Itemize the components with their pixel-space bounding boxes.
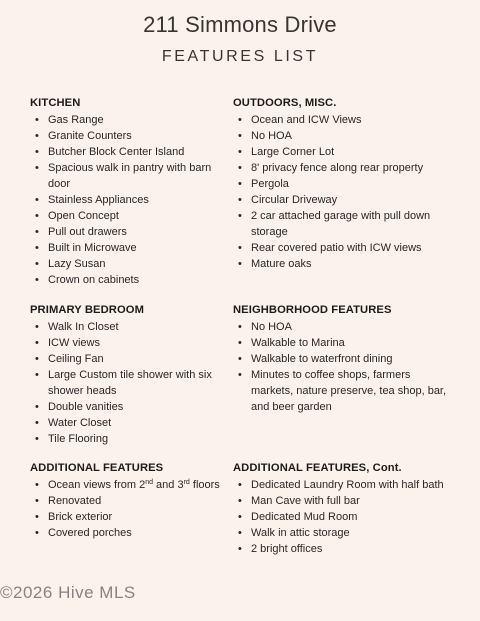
list-item: • Double vanities (30, 399, 220, 415)
feature-list (233, 112, 448, 272)
list-item (30, 477, 220, 493)
kitchen-section (30, 97, 220, 288)
list-item: • Tile Flooring (30, 431, 220, 447)
list-item: • Large Custom tile shower with six shower heads (30, 367, 220, 399)
list-item: • Crown on cabinets (30, 272, 220, 288)
list-item: • 8' privacy fence along rear property (233, 160, 448, 176)
list-item: • Dedicated Mud Room (233, 509, 448, 525)
list-item: • Pergola (233, 176, 448, 192)
list-item: • Walk In Closet (30, 319, 220, 335)
page-subtitle: FEATURES LIST (161, 48, 319, 65)
copyright-watermark: ©2026 Hive MLS (0, 583, 136, 602)
list-item: • Mature oaks (233, 256, 448, 272)
list-item: • Built in Microwave (30, 240, 220, 256)
list-item: • Brick exterior (30, 509, 220, 525)
outdoors-section (233, 97, 448, 272)
section-heading: PRIMARY BEDROOM (30, 304, 145, 316)
list-item: • Circular Driveway (233, 192, 448, 208)
feature-list (30, 319, 220, 447)
list-item: • 2 bright offices (233, 541, 448, 557)
ocean-views-text: Ocean views from 2 (48, 479, 146, 491)
neighborhood-section (233, 304, 448, 415)
section-heading: KITCHEN (30, 97, 81, 109)
additional-features-cont-section (233, 462, 448, 557)
list-item: • Walkable to waterfront dining (233, 351, 448, 367)
list-item: • Dedicated Laundry Room with half bath (233, 477, 448, 493)
feature-list (233, 319, 448, 415)
list-item: • Man Cave with full bar (233, 493, 448, 509)
list-item: • Covered porches (30, 525, 220, 541)
primary-bedroom-section (30, 304, 220, 447)
list-item: • 2 car attached garage with pull down storage (233, 208, 448, 240)
list-item: • Pull out drawers (30, 224, 220, 240)
list-item: • Open Concept (30, 208, 220, 224)
feature-list (30, 112, 220, 288)
list-item: • Rear covered patio with ICW views (233, 240, 448, 256)
list-item: • Minutes to coffee shops, farmers markets, nature preserve, tea shop, bar, and beer garden (233, 367, 448, 415)
section-heading: NEIGHBORHOOD FEATURES (233, 304, 392, 316)
list-item: • No HOA (233, 319, 448, 335)
ordinal-suffix: rd (183, 479, 190, 486)
list-item: • Butcher Block Center Island (30, 144, 220, 160)
ordinal-suffix: nd (145, 479, 153, 486)
list-item: • Granite Counters (30, 128, 220, 144)
list-item: • Water Closet (30, 415, 220, 431)
list-item: • Large Corner Lot (233, 144, 448, 160)
list-item: • Walk in attic storage (233, 525, 448, 541)
page-title: 211 Simmons Drive (143, 12, 337, 37)
list-item: • Ceiling Fan (30, 351, 220, 367)
section-heading: ADDITIONAL FEATURES (30, 462, 164, 474)
section-heading: OUTDOORS, MISC. (233, 97, 337, 109)
list-item: • Ocean and ICW Views (233, 112, 448, 128)
list-item: • Renovated (30, 493, 220, 509)
feature-list (233, 477, 448, 557)
list-item: • Walkable to Marina (233, 335, 448, 351)
section-heading: ADDITIONAL FEATURES, Cont. (233, 462, 402, 474)
ocean-views-text: and 3 (153, 479, 184, 491)
list-item: • ICW views (30, 335, 220, 351)
additional-features-section (30, 462, 220, 541)
list-item: • Spacious walk in pantry with barn door (30, 160, 220, 192)
list-item: • Stainless Appliances (30, 192, 220, 208)
list-item: • Lazy Susan (30, 256, 220, 272)
feature-list (30, 477, 220, 541)
list-item: • Gas Range (30, 112, 220, 128)
list-item: • No HOA (233, 128, 448, 144)
ocean-views-text: floors (189, 479, 220, 491)
